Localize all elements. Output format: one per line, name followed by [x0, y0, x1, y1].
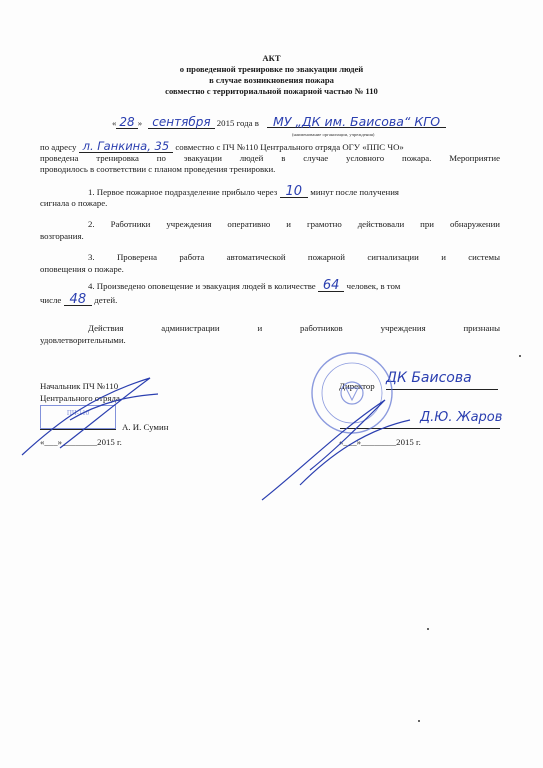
item4-text-b: человек, в том	[346, 281, 401, 291]
speck	[519, 355, 521, 357]
right-sign-org-hand: ДК Баисова	[386, 370, 472, 386]
paragraph1-line2: проводилось в соответствии с планом проведения тренировки.	[40, 164, 276, 174]
date-year-text: 2015 года в	[216, 118, 259, 128]
conclusion-line1: Действия администрации и работников учреждения признаны	[88, 323, 500, 333]
doc-subtitle-2: в случае возникновения пожара	[209, 75, 334, 85]
date-quote-close: »	[137, 118, 143, 128]
item1-minutes: 10	[280, 186, 309, 198]
left-sign-title-2: Центрального отряда	[40, 393, 120, 403]
address-prefix: по адресу	[40, 142, 77, 152]
right-sign-name-hand: Д.Ю. Жаров	[420, 410, 503, 425]
item1-text-b: минут после получения	[310, 187, 399, 197]
address-suffix: совместно с ПЧ №110 Центрального отряда ОГУ «ППС ЧО»	[175, 142, 404, 152]
date-month: сентября	[148, 117, 214, 129]
org-caption: (наименование организации, учреждения)	[292, 132, 375, 137]
right-sign-title: Директор	[339, 381, 375, 391]
right-sign-date: «___»________2015 г.	[339, 437, 421, 447]
conclusion-line2: удовлетворительными.	[40, 335, 126, 345]
address-value: л. Ганкина, 35	[79, 141, 174, 153]
speck	[427, 628, 429, 630]
item1-line2: сигнала о пожаре.	[40, 198, 108, 208]
organization-name: МУ „ДК им. Баисова“ КГО	[267, 116, 446, 128]
item3-line1: 3. Проверена работа автоматической пожарной сигнализации и системы	[88, 252, 500, 262]
item1-text-a: 1. Первое пожарное подразделение прибыло через	[88, 187, 278, 197]
item2-line1: 2. Работники учреждения оперативно и грамотно действовали при обнаружении	[88, 219, 500, 229]
left-stamp-text: ПЧ-110	[66, 409, 90, 417]
paragraph1-line1: проведена тренировка по эвакуации людей в случае условного пожара. Мероприятие	[40, 153, 500, 163]
doc-subtitle-3: совместно с территориальной пожарной частью № 110	[165, 86, 378, 96]
doc-subtitle-1: о проведенной тренировке по эвакуации людей	[179, 64, 364, 74]
item2-line2: возгорания.	[40, 231, 84, 241]
speck	[418, 720, 420, 722]
date-quote-open: «	[112, 118, 117, 128]
left-sign-name: А. И. Сумин	[122, 422, 169, 432]
item4-text-a: 4. Произведено оповещение и эвакуация людей в количестве	[88, 281, 316, 291]
item4-children: 48	[64, 294, 93, 306]
item3-line2: оповещения о пожаре.	[40, 264, 124, 274]
item4-text-c: числе	[40, 295, 62, 305]
left-sign-date: «___»________2015 г.	[40, 437, 122, 447]
item4-people: 64	[318, 280, 345, 292]
date-day: 28	[116, 117, 137, 129]
item4-text-d: детей.	[94, 295, 118, 305]
left-sign-title-1: Начальник ПЧ №110	[40, 381, 119, 391]
doc-title: АКТ	[262, 53, 281, 63]
